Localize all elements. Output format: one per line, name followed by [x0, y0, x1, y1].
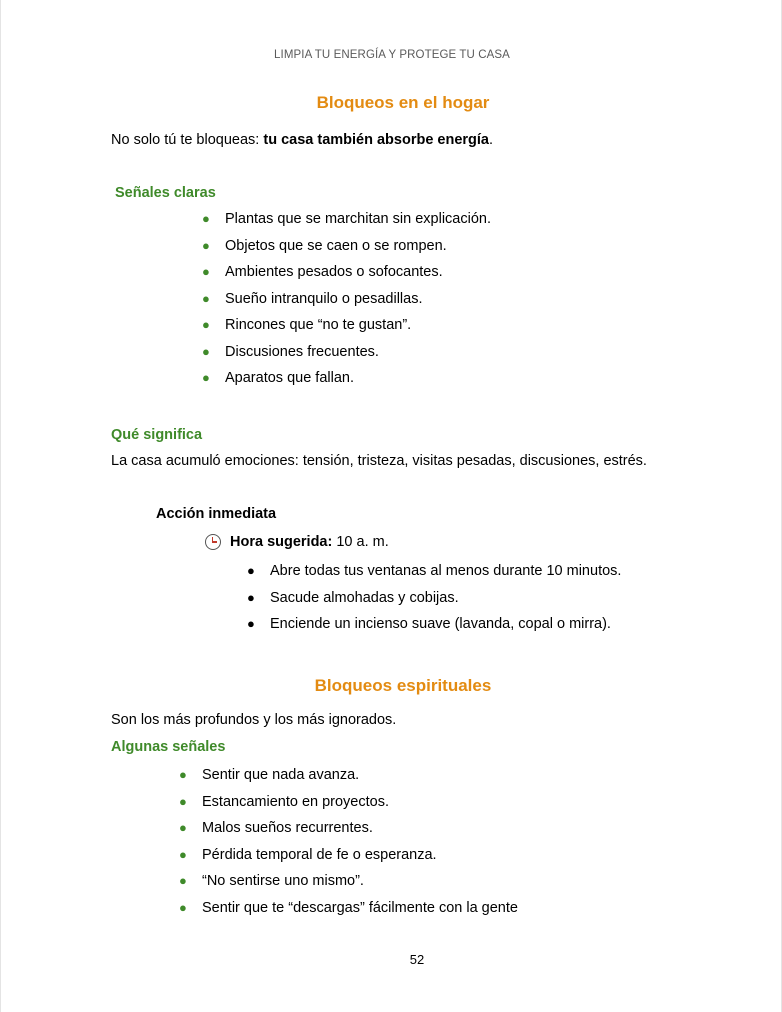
- home-signs-list: [202, 209, 491, 395]
- bullet-icon: ●: [202, 237, 210, 253]
- suggested-time: [230, 534, 389, 550]
- list-item: [202, 368, 491, 395]
- bullet-icon: ●: [202, 211, 210, 226]
- list-item: [179, 818, 518, 845]
- list-item-text: Rincones que “no te gustan”.: [225, 317, 412, 333]
- list-item-text: Estancamiento en proyectos.: [202, 793, 389, 810]
- home-intro-paragraph: [111, 132, 493, 148]
- spiritual-signs-heading: Algunas señales: [111, 739, 226, 755]
- list-item-text: Pérdida temporal de fe o esperanza.: [202, 846, 437, 863]
- list-item-text: Ambientes pesados o sofocantes.: [225, 264, 443, 280]
- list-item: [179, 765, 518, 792]
- bullet-icon: ●: [202, 317, 210, 332]
- suggested-time-value: 10 a. m.: [332, 534, 389, 550]
- clock-icon: [205, 534, 221, 550]
- home-intro-end: .: [489, 132, 494, 148]
- list-item: [179, 845, 518, 872]
- action-list: [247, 561, 622, 641]
- list-item-text: Enciende un incienso suave (lavanda, copal o mirra).: [270, 616, 611, 632]
- bullet-icon: ●: [247, 616, 255, 631]
- page-number: 52: [409, 952, 425, 967]
- bullet-icon: ●: [247, 563, 255, 578]
- list-item-text: Sentir que nada avanza.: [202, 767, 360, 783]
- bullet-icon: ●: [202, 370, 210, 385]
- bullet-icon: ●: [179, 820, 187, 835]
- list-item: [202, 236, 491, 263]
- bullet-icon: ●: [202, 343, 210, 359]
- suggested-time-label: Hora sugerida:: [230, 534, 333, 550]
- section-title-home: Bloqueos en el hogar: [316, 93, 490, 112]
- bullet-icon: ●: [179, 793, 187, 809]
- list-item: [247, 614, 621, 641]
- list-item-text: Abre todas tus ventanas al menos durante 10 minutos.: [270, 563, 622, 579]
- meaning-heading: Qué significa: [111, 427, 203, 443]
- list-item-text: “No sentirse uno mismo”.: [202, 873, 364, 889]
- list-item: [202, 342, 491, 369]
- meaning-text: La casa acumuló emociones: tensión, tristeza, visitas pesadas, discusiones, estrés.: [111, 453, 647, 469]
- home-signs-heading: Señales claras: [115, 185, 216, 201]
- list-item: [247, 588, 621, 615]
- home-intro-text: No solo tú te bloqueas:: [111, 132, 264, 148]
- bullet-icon: ●: [179, 899, 187, 915]
- list-item-text: Malos sueños recurrentes.: [202, 820, 373, 836]
- bullet-icon: ●: [179, 767, 187, 782]
- list-item-text: Sueño intranquilo o pesadillas.: [225, 290, 423, 307]
- list-item: [202, 315, 491, 342]
- action-heading: Acción inmediata: [156, 506, 277, 522]
- list-item: [179, 898, 518, 925]
- bullet-icon: ●: [202, 264, 210, 279]
- spiritual-signs-list: [179, 765, 518, 924]
- bullet-icon: ●: [202, 290, 210, 306]
- list-item-text: Objetos que se caen o se rompen.: [225, 237, 447, 254]
- list-item-text: Plantas que se marchitan sin explicación.: [225, 211, 491, 227]
- bullet-icon: ●: [179, 846, 187, 862]
- list-item-text: Discusiones frecuentes.: [225, 343, 379, 360]
- list-item: [202, 209, 491, 236]
- list-item: [202, 289, 491, 316]
- home-intro-bold: tu casa también absorbe energía: [263, 132, 489, 148]
- list-item: [202, 262, 491, 289]
- running-header: LIMPIA TU ENERGÍA Y PROTEGE TU CASA: [274, 49, 510, 61]
- bullet-icon: ●: [179, 873, 187, 888]
- list-item-text: Sacude almohadas y cobijas.: [270, 589, 459, 606]
- list-item: [179, 871, 518, 898]
- list-item: [179, 792, 518, 819]
- section-title-spiritual: Bloqueos espirituales: [314, 676, 492, 695]
- list-item: [247, 561, 622, 588]
- list-item-text: Sentir que te “descargas” fácilmente con la gente: [202, 899, 518, 916]
- list-item-text: Aparatos que fallan.: [225, 370, 354, 386]
- spiritual-intro: Son los más profundos y los más ignorados.: [111, 712, 397, 728]
- bullet-icon: ●: [247, 589, 255, 605]
